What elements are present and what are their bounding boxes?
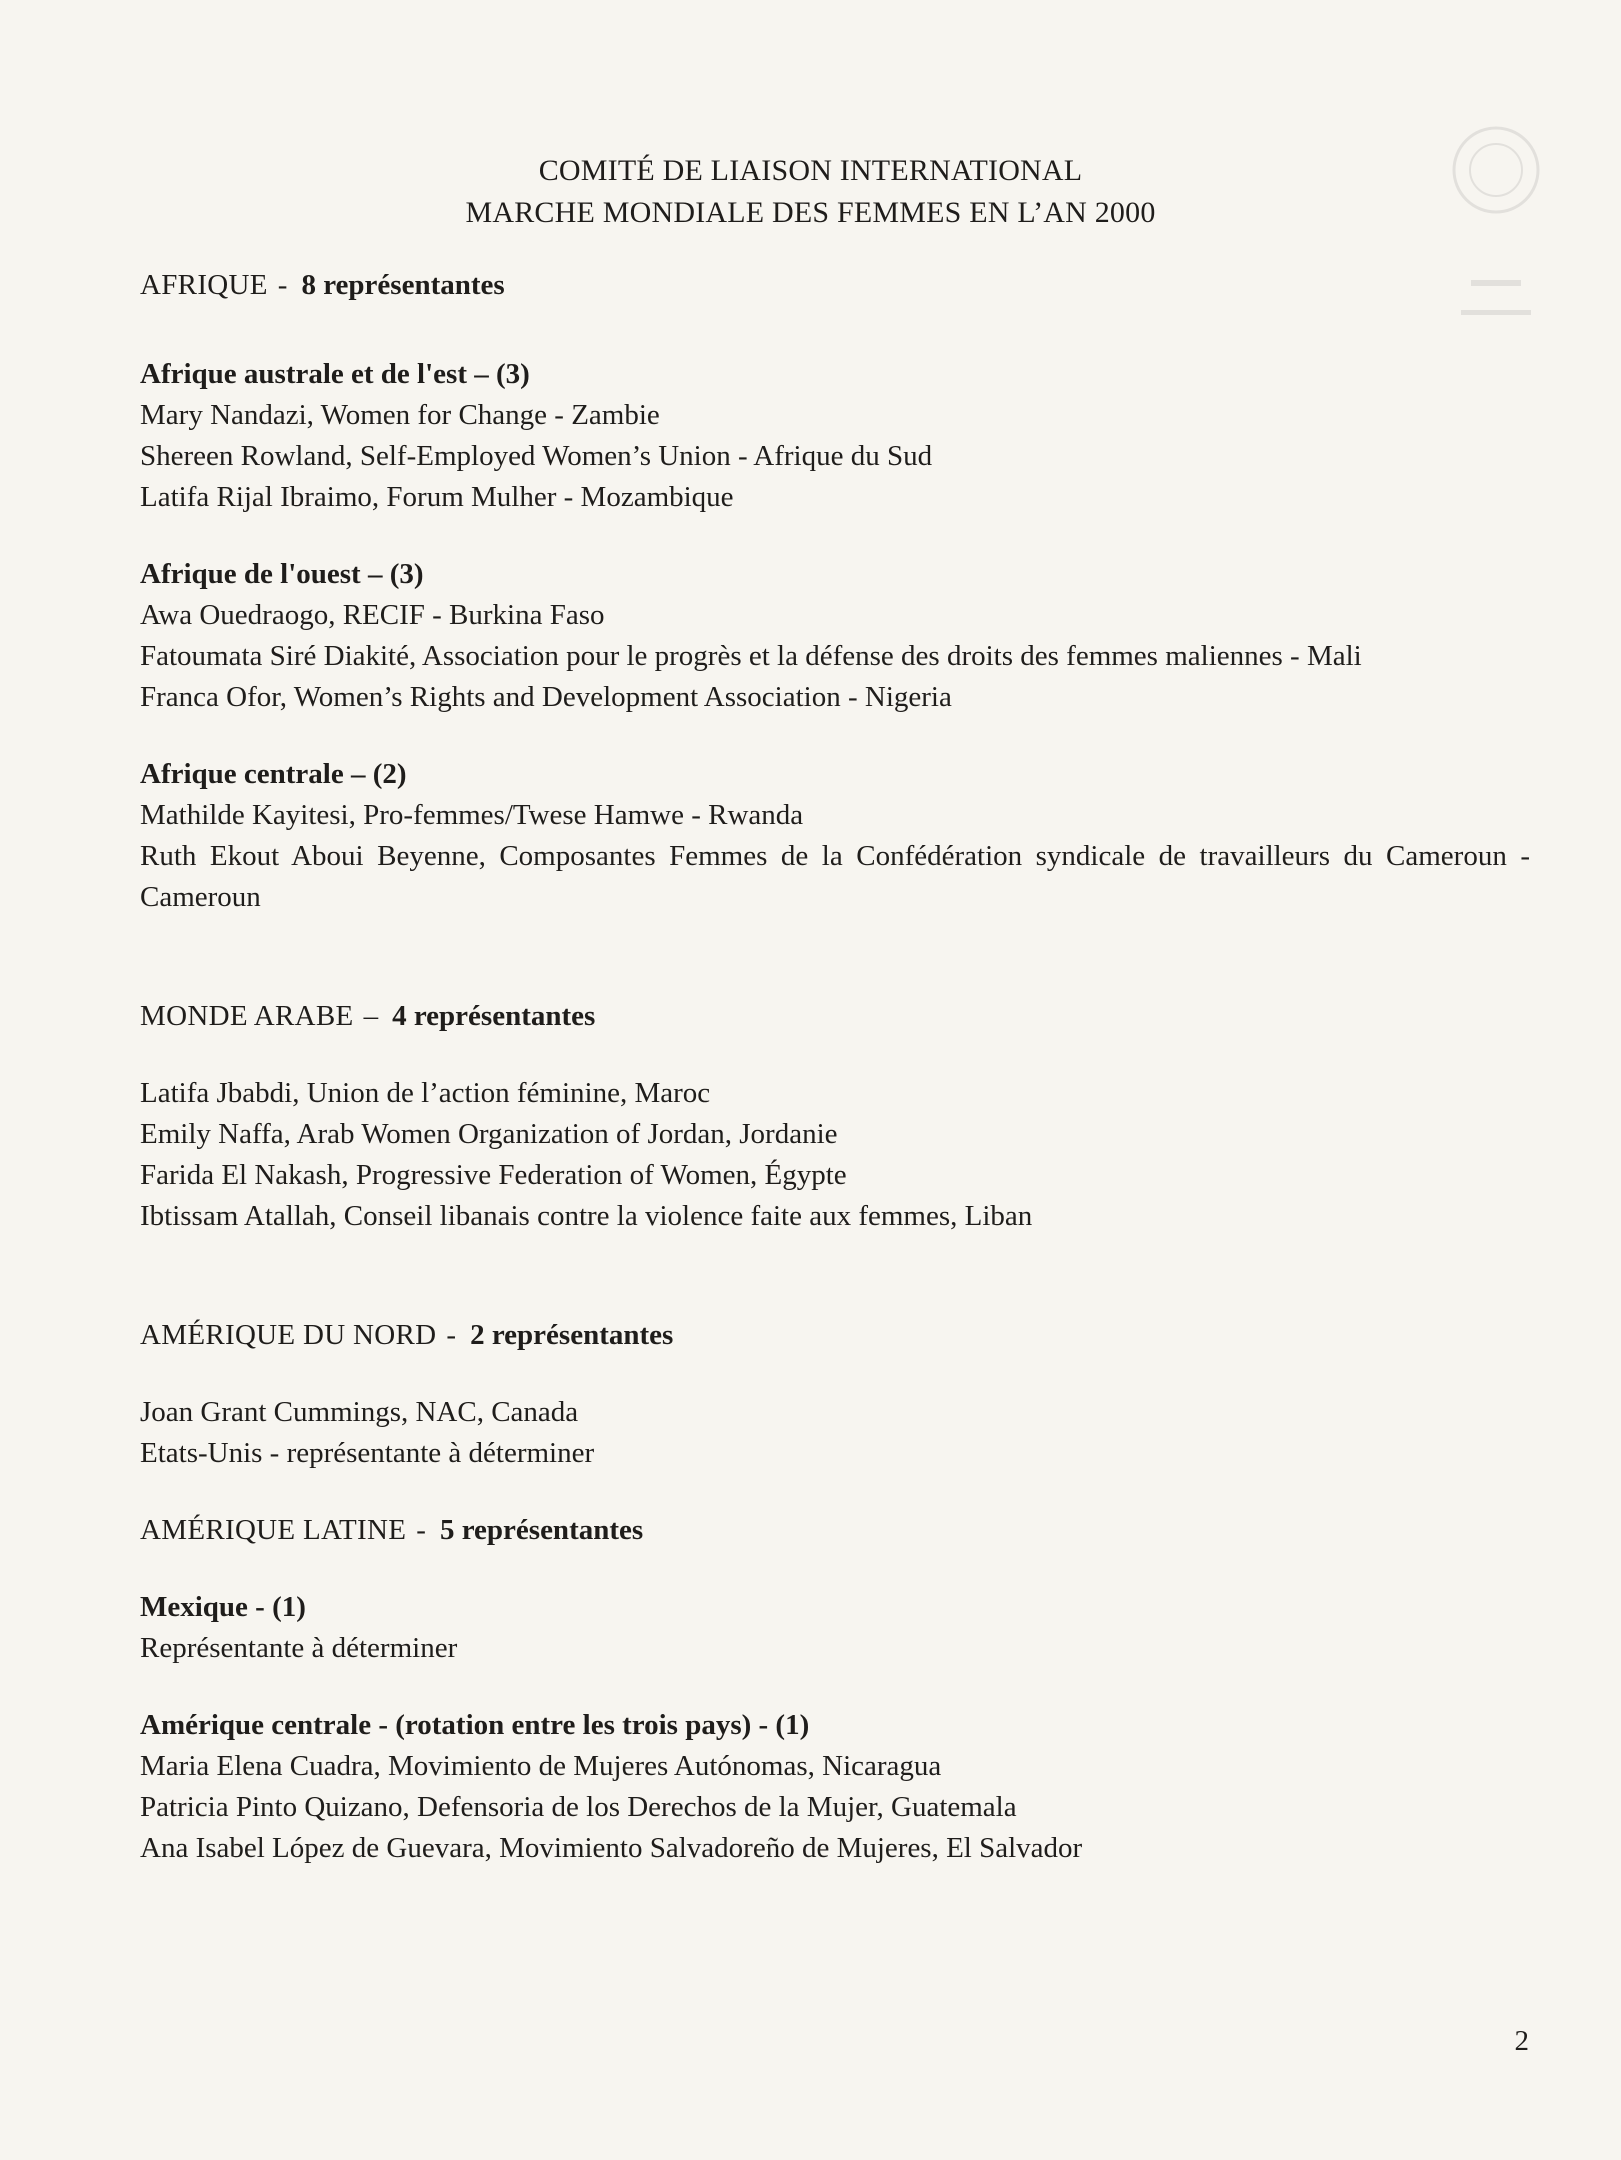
- member-entry: Patricia Pinto Quizano, Defensoria de los Derechos de la Mujer, Guatemala: [140, 1791, 1017, 1823]
- subregion-heading: Mexique - (1): [140, 1591, 306, 1623]
- subregion-heading: Afrique de l'ouest – (3): [140, 558, 424, 590]
- member-entry: Farida El Nakash, Progressive Federation of Women, Égypte: [140, 1159, 847, 1191]
- subregion-heading: Amérique centrale - (rotation entre les trois pays) - (1): [140, 1709, 810, 1741]
- member-entry: Mathilde Kayitesi, Pro-femmes/Twese Hamwe - Rwanda: [140, 799, 804, 831]
- member-entry: Mary Nandazi, Women for Change - Zambie: [140, 399, 660, 431]
- region-heading-afrique: AFRIQUE - 8 représentantes: [140, 269, 505, 301]
- member-entry: Représentante à déterminer: [140, 1632, 458, 1664]
- page-number: 2: [1514, 2025, 1529, 2057]
- member-entry: Ruth Ekout Aboui Beyenne, Composantes Femmes de la Confédération syndicale de travailleurs du Cameroun - Cameroun: [140, 840, 1530, 913]
- member-entry: Awa Ouedraogo, RECIF - Burkina Faso: [140, 599, 605, 631]
- member-entry: Shereen Rowland, Self-Employed Women’s Union - Afrique du Sud: [140, 440, 933, 472]
- member-entry: Ana Isabel López de Guevara, Movimiento Salvadoreño de Mujeres, El Salvador: [140, 1832, 1083, 1864]
- document-header: [0, 150, 1621, 234]
- subregion-heading: Afrique centrale – (2): [140, 758, 407, 790]
- region-heading-amerique-du-nord: AMÉRIQUE DU NORD - 2 représentantes: [140, 1319, 674, 1351]
- region-heading-amerique-latine: AMÉRIQUE LATINE - 5 représentantes: [140, 1514, 644, 1546]
- member-entry: Ibtissam Atallah, Conseil libanais contre la violence faite aux femmes, Liban: [140, 1200, 1033, 1232]
- member-entry: Fatoumata Siré Diakité, Association pour le progrès et la défense des droits des femmes maliennes - Mali: [140, 640, 1362, 672]
- header-line-2: MARCHE MONDIALE DES FEMMES EN L’AN 2000: [465, 196, 1156, 229]
- member-entry: Latifa Rijal Ibraimo, Forum Mulher - Mozambique: [140, 481, 734, 513]
- member-entry: Franca Ofor, Women’s Rights and Development Association - Nigeria: [140, 681, 952, 713]
- member-entry: Latifa Jbabdi, Union de l’action féminine, Maroc: [140, 1077, 711, 1109]
- member-entry: Emily Naffa, Arab Women Organization of Jordan, Jordanie: [140, 1118, 838, 1150]
- member-entry: Maria Elena Cuadra, Movimiento de Mujeres Autónomas, Nicaragua: [140, 1750, 942, 1782]
- document-body: [140, 265, 1530, 1869]
- member-entry: Etats-Unis - représentante à déterminer: [140, 1437, 595, 1469]
- region-heading-monde-arabe: MONDE ARABE – 4 représentantes: [140, 1000, 596, 1032]
- member-entry: Joan Grant Cummings, NAC, Canada: [140, 1396, 579, 1428]
- header-line-1: COMITÉ DE LIAISON INTERNATIONAL: [538, 154, 1083, 187]
- subregion-heading: Afrique australe et de l'est – (3): [140, 358, 530, 390]
